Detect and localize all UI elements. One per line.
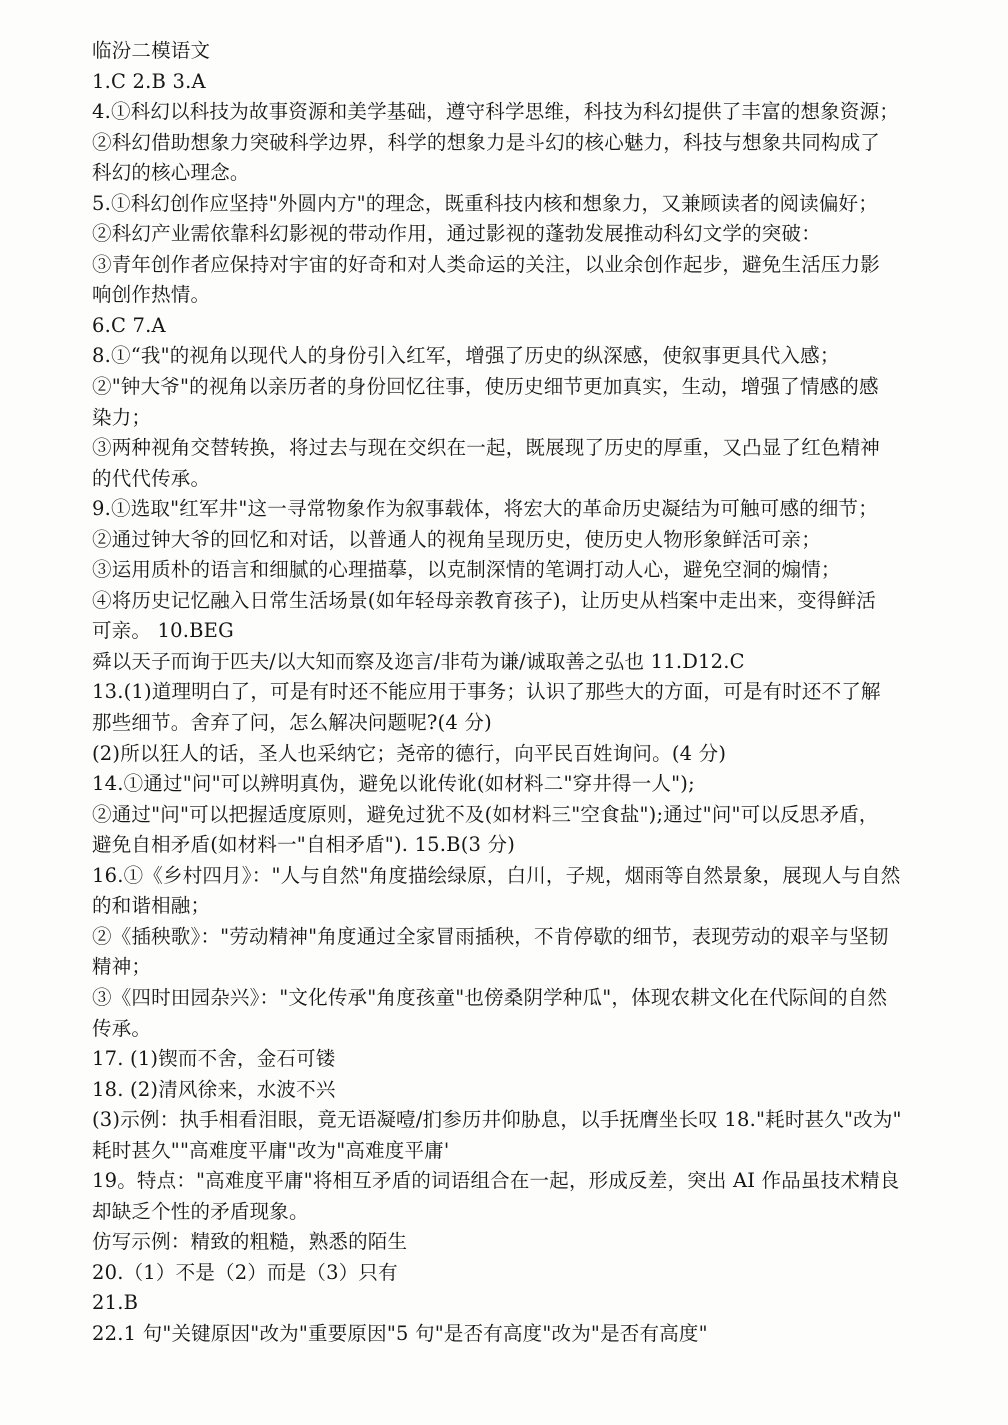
answer-line: 却缺乏个性的矛盾现象。 <box>92 1199 309 1223</box>
answer-line: 14.①通过"问"可以辨明真伪，避免以讹传讹(如材料二"穿井得一人"); <box>92 772 695 796</box>
answer-line: 那些细节。舍弃了问，怎么解决问题呢?(4 分) <box>92 711 492 735</box>
answer-line: (3)示例：执手相看泪眼，竟无语凝噎/扪参历井仰胁息，以手抚膺坐长叹 18."耗时甚久"改为" <box>92 1108 902 1132</box>
answer-line: ②通过钟大爷的回忆和对话，以普通人的视角呈现历史，使历史人物形象鲜活可亲； <box>92 527 821 551</box>
answer-line: 22.1 句"关键原因"改为"重要原因"5 句"是否有高度"改为"是否有高度" <box>92 1321 708 1345</box>
answer-line: 13.(1)道理明白了，可是有时还不能应用于事务；认识了那些大的方面，可是有时还不了解 <box>92 680 881 704</box>
answer-line: 19。特点："高难度平庸"将相互矛盾的词语组合在一起，形成反差，突出 AI 作品虽技术精良 <box>92 1169 900 1193</box>
answer-line: 精神； <box>92 955 152 979</box>
answer-line: 科幻的核心理念。 <box>92 161 250 185</box>
answer-line: 染力； <box>92 405 152 429</box>
answer-line: ②《插秧歌》："劳动精神"角度通过全家冒雨插秧，不肯停歇的细节，表现劳动的艰辛与坚韧 <box>92 924 889 948</box>
answer-line: 18. (2)清风徐来，水波不兴 <box>92 1077 336 1101</box>
answer-line: 21.B <box>92 1291 139 1315</box>
answer-line: 5.①科幻创作应坚持"外圆内方"的理念，既重科技内核和想象力，又兼顾读者的阅读偏好； <box>92 191 878 215</box>
answer-line: 传承。 <box>92 1016 152 1040</box>
answer-line: ③《四时田园杂兴》："文化传承"角度孩童"也傍桑阴学种瓜"，体现农耕文化在代际间的自然 <box>92 985 888 1009</box>
answer-line: ②科幻借助想象力突破科学边界，科学的想象力是斗幻的核心魅力，科技与想象共同构成了 <box>92 130 881 154</box>
answer-line: 避免自相矛盾(如材料一"自相矛盾"). 15.B(3 分) <box>92 833 516 857</box>
answer-line: 16.①《乡村四月》："人与自然"角度描绘绿原，白川，子规，烟雨等自然景象，展现人与自然 <box>92 863 901 887</box>
document-title: 临汾二模语文 <box>92 39 211 62</box>
answer-line: 可亲。 10.BEG <box>92 619 234 643</box>
answer-line: 6.C 7.A <box>92 313 166 337</box>
answer-line: 仿写示例：精致的粗糙，熟悉的陌生 <box>92 1230 408 1254</box>
answer-line: 的和谐相融； <box>92 894 211 918</box>
answer-line: ②通过"问"可以把握适度原则，避免过犹不及(如材料三"空食盐");通过"问"可以反思矛盾， <box>92 802 879 826</box>
answer-line: 4.①科幻以科技为故事资源和美学基础，遵守科学思维，科技为科幻提供了丰富的想象资源； <box>92 100 900 124</box>
answer-line: ④将历史记忆融入日常生活场景(如年轻母亲教育孩子)，让历史从档案中走出来，变得鲜活 <box>92 588 876 612</box>
answer-line: 耗时甚久""高难度平庸"改为"高难度平庸' <box>92 1138 450 1162</box>
answer-line: 的代代传承。 <box>92 466 211 490</box>
answer-line: 17. (1)锲而不舍，金石可镂 <box>92 1047 336 1071</box>
answer-line: ②科幻产业需依靠科幻影视的带动作用，通过影视的蓬勃发展推动科幻文学的突破： <box>92 222 821 246</box>
answer-line: ③青年创作者应保持对宇宙的好奇和对人类命运的关注，以业余创作起步，避免生活压力影 <box>92 252 881 276</box>
answer-line: 舜以天子而询于匹夫/以大知而察及迩言/非苟为谦/诚取善之弘也 11.D12.C <box>92 649 745 673</box>
answer-line: 响创作热情。 <box>92 283 211 307</box>
answer-line: 1.C 2.B 3.A <box>92 69 206 93</box>
answer-line: 8.①“我"的视角以现代人的身份引入红军，增强了历史的纵深感，使叙事更具代入感； <box>92 344 840 368</box>
answer-line: 9.①选取"红军井"这一寻常物象作为叙事载体，将宏大的革命历史凝结为可触可感的细节； <box>92 497 878 521</box>
answer-line: 20.（1）不是（2）而是（3）只有 <box>92 1260 398 1284</box>
answer-line: ③两种视角交替转换，将过去与现在交织在一起，既展现了历史的厚重，又凸显了红色精神 <box>92 436 881 460</box>
answer-line: ③运用质朴的语言和细腻的心理描摹，以克制深情的笔调打动人心，避免空洞的煽情； <box>92 558 841 582</box>
answer-key-text <box>92 36 972 1350</box>
answer-line: ②"钟大爷"的视角以亲历者的身份回忆往事，使历史细节更加真实，生动，增强了情感的感 <box>92 375 879 399</box>
answer-line: (2)所以狂人的话，圣人也采纳它；尧帝的德行，向平民百姓询问。(4 分) <box>92 741 727 765</box>
